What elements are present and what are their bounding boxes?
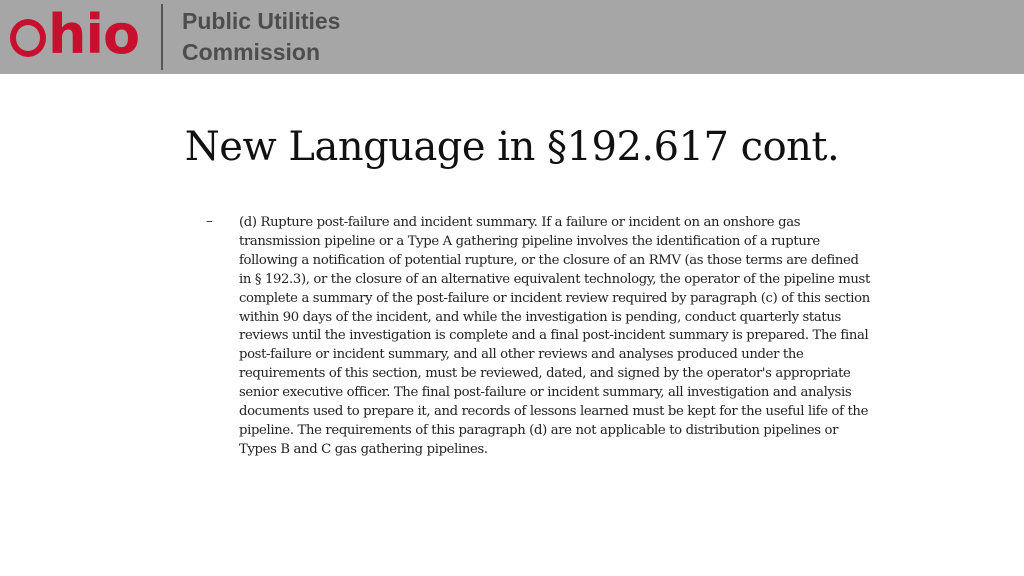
bullet-marker: – (206, 214, 213, 229)
header-banner (0, 0, 1024, 74)
agency-line-2: Commission (182, 39, 321, 65)
ohio-logo (10, 2, 139, 68)
logo-o-ring (10, 19, 46, 57)
logo-divider (161, 4, 163, 70)
slide-title: New Language in §192.617 cont. (184, 124, 840, 170)
agency-name (182, 6, 340, 68)
logo-text: hio (48, 3, 140, 66)
body-paragraph: (d) Rupture post-failure and incident summary. If a failure or incident on an onshore gas transmission pipeline or a Type A gathering pipeline involves the identification of a rupture following a notification of potential rupture, or the closure of an RMV (as those terms are defined in § 192.3), or the closure of an alternative equivalent technology, the operator of the pipeline must complete a summary of the post-failure or incident review required by paragraph (c) of this section within 90 days of the incident, and while the investigation is pending, conduct quarterly status reviews until the investigation is complete and a final post-incident summary is prepared. The final post-failure or incident summary, and all other reviews and analyses produced under the requirements of this section, must be reviewed, dated, and signed by the operator's appropriate senior executive officer. The final post-failure or incident summary, all investigation and analysis documents used to prepare it, and records of lessons learned must be kept for the useful life of the pipeline. The requirements of this paragraph (d) are not applicable to distribution pipelines or Types B and C gas gathering pipelines. (239, 215, 870, 457)
agency-line-1: Public Utilities (182, 8, 341, 34)
